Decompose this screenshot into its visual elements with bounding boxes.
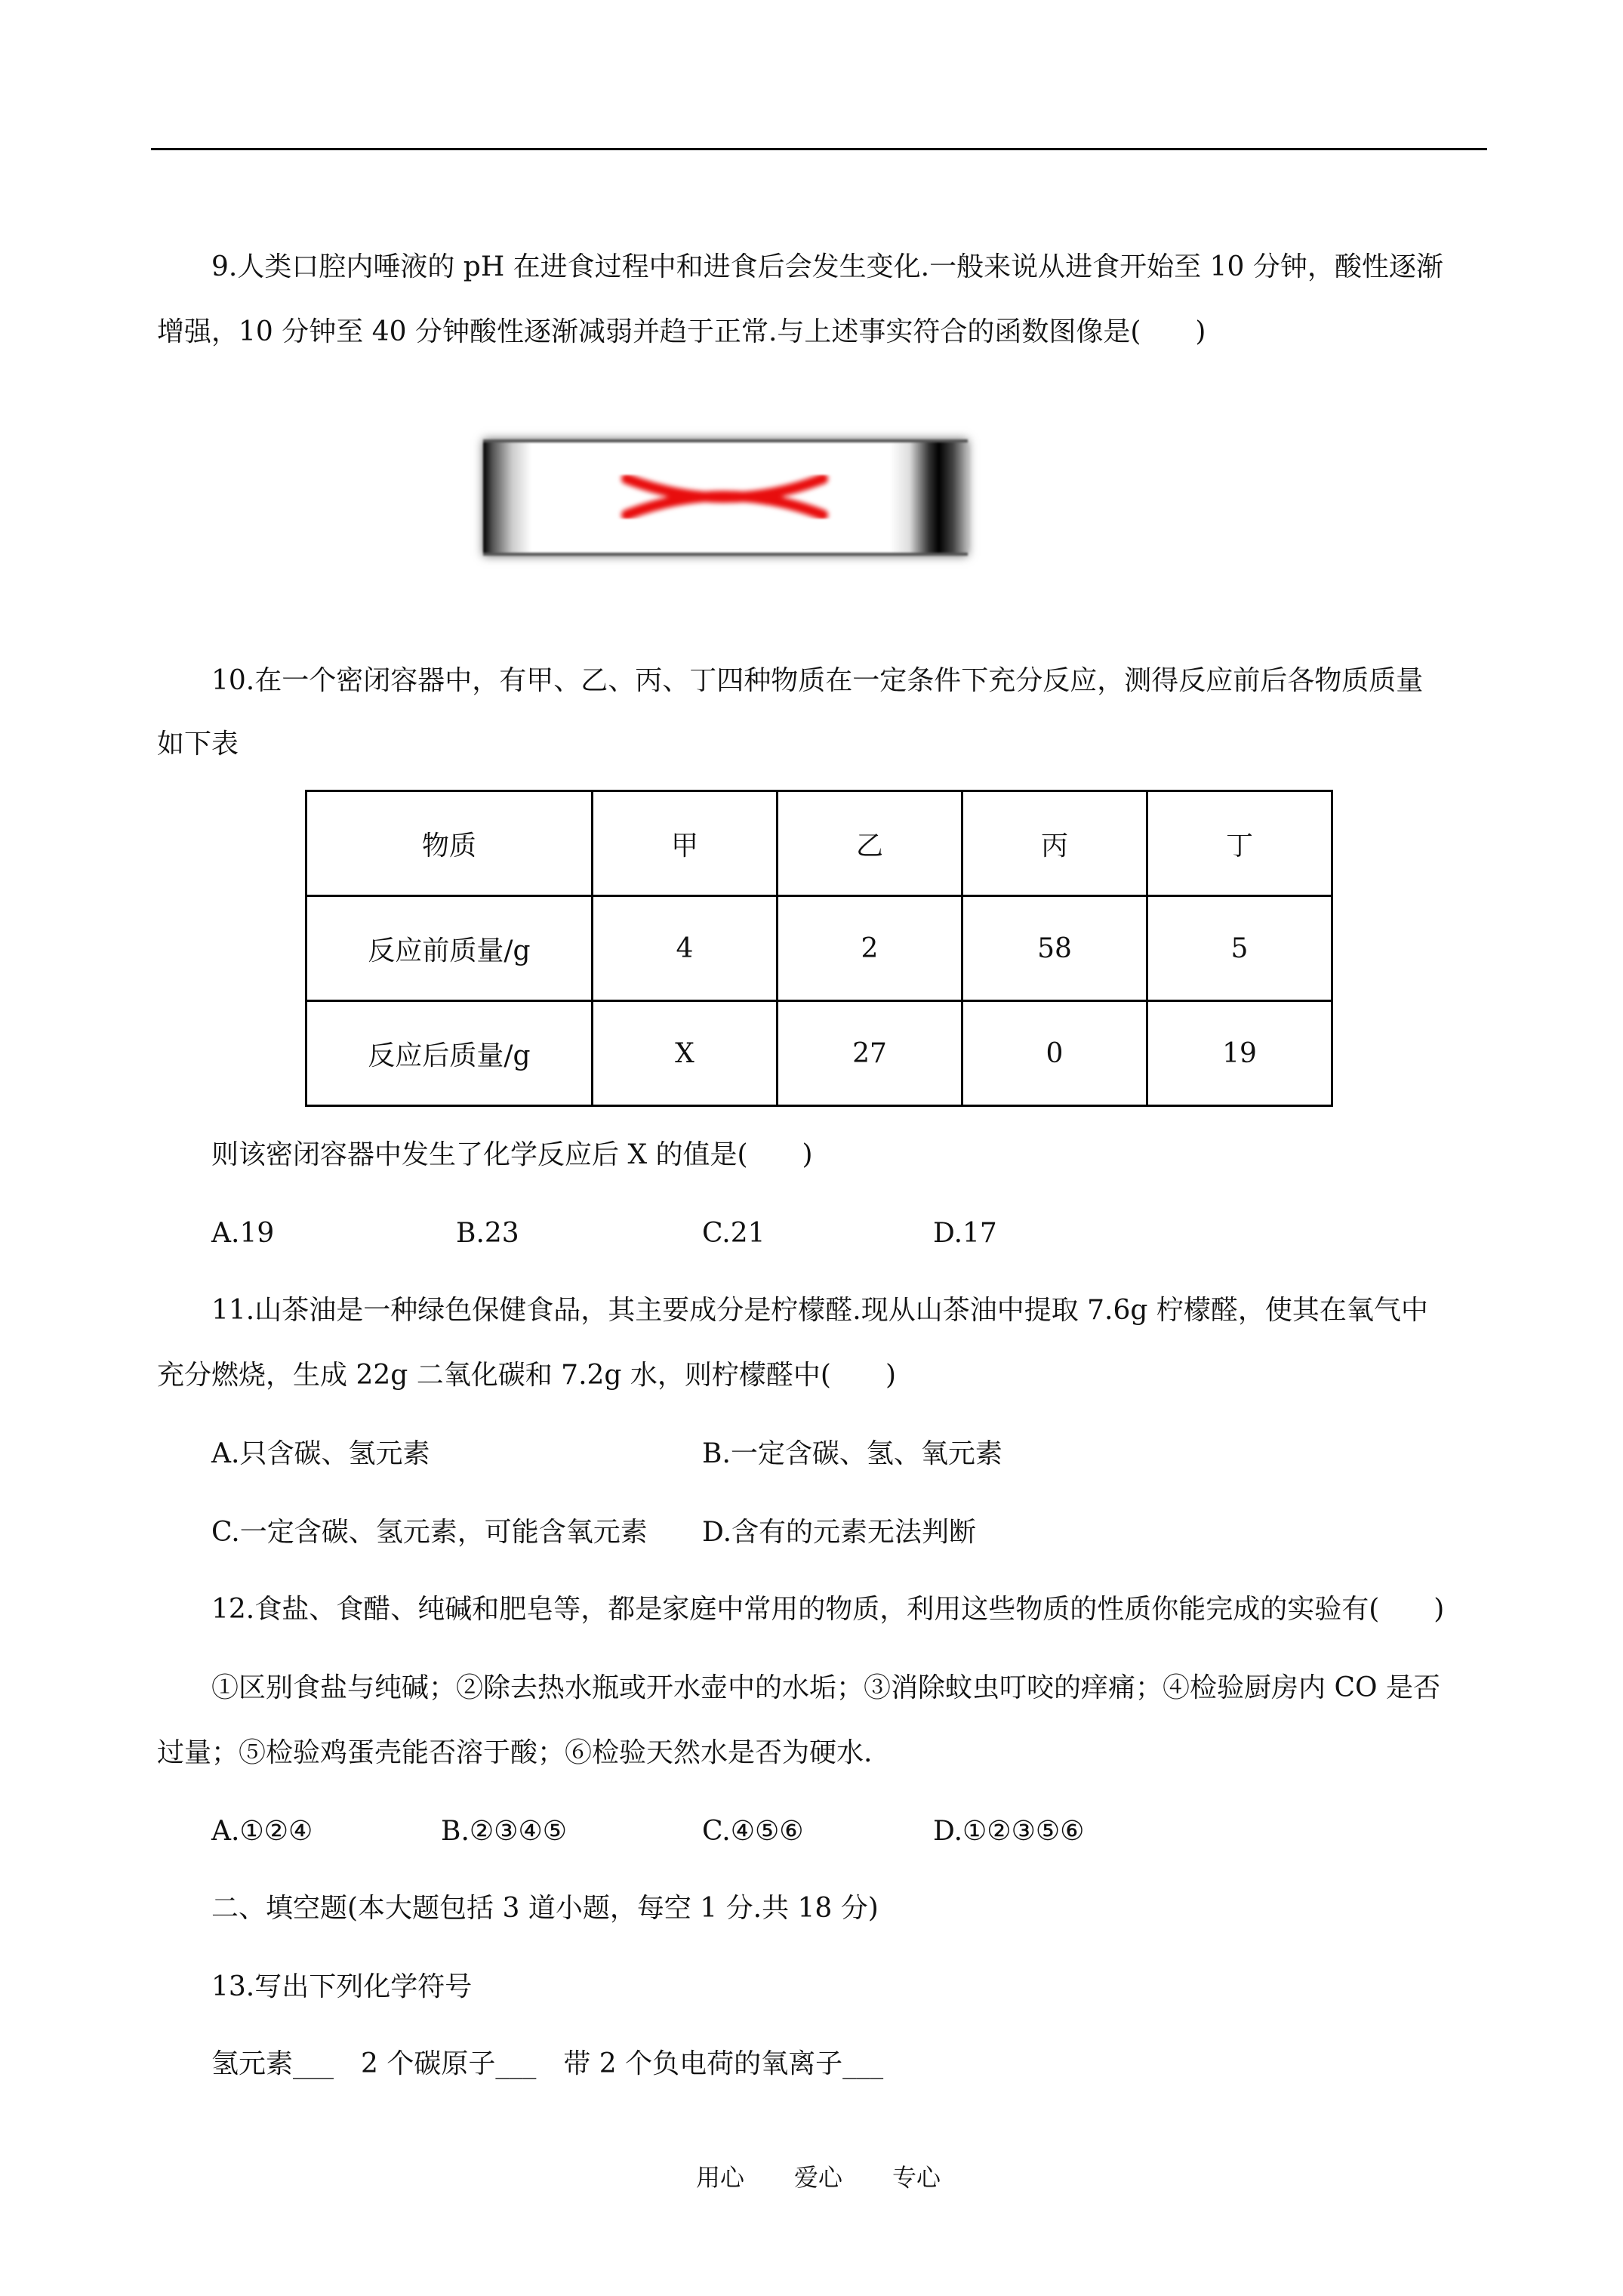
q11-option-a: A.只含碳、氢元素 (211, 1438, 430, 1469)
table-cell: 19 (1147, 1001, 1332, 1106)
q12-option-d: D.①②③⑤⑥ (933, 1816, 1085, 1847)
table-cell: 4 (593, 896, 778, 1001)
table-cell: 反应前质量/g (306, 896, 593, 1001)
table-cell: 甲 (593, 791, 778, 896)
q13-blanks: 氢元素___ 2 个碳原子___ 带 2 个负电荷的氧离子___ (211, 2048, 884, 2079)
q9-line-2: 增强，10 分钟至 40 分钟酸性逐渐减弱并趋于正常.与上述事实符合的函数图像是( ) (157, 316, 1206, 347)
table-cell: X (593, 1001, 778, 1106)
table-header-row (306, 791, 1332, 896)
q10-line-1: 10.在一个密闭容器中，有甲、乙、丙、丁四种物质在一定条件下充分反应，测得反应前后各物质质量 (211, 665, 1424, 696)
q10-line-2: 如下表 (157, 729, 239, 760)
q10-option-b: B.23 (456, 1218, 519, 1249)
table-cell: 丁 (1147, 791, 1332, 896)
q12-line-1: 12.食盐、食醋、纯碱和肥皂等，都是家庭中常用的物质，利用这些物质的性质你能完成的实验有( ) (211, 1594, 1445, 1625)
footer-text-2: 爱心 (794, 2163, 843, 2192)
table-cell: 0 (962, 1001, 1147, 1106)
q13-title: 13.写出下列化学符号 (211, 1971, 473, 2002)
table-cell: 2 (778, 896, 962, 1001)
q10-option-a: A.19 (211, 1218, 275, 1249)
table-row (306, 896, 1332, 1001)
table-cell: 5 (1147, 896, 1332, 1001)
q11-line-1: 11.山茶油是一种绿色保健食品，其主要成分是柠檬醛.现从山茶油中提取 7.6g 柠檬醛，使其在氧气中 (211, 1295, 1428, 1326)
table-cell: 物质 (306, 791, 593, 896)
table-cell: 27 (778, 1001, 962, 1106)
q9-line-1: 9.人类口腔内唾液的 pH 在进食过程中和进食后会发生变化.一般来说从进食开始至 10 分钟，酸性逐渐 (211, 251, 1443, 282)
q10-option-c: C.21 (702, 1218, 765, 1249)
q12-line-3: 过量；⑤检验鸡蛋壳能否溶于酸；⑥检验天然水是否为硬水. (157, 1737, 873, 1768)
header-rule (151, 148, 1487, 150)
broken-image-icon (483, 439, 968, 556)
q11-option-d: D.含有的元素无法判断 (702, 1517, 977, 1548)
q12-option-a: A.①②④ (211, 1816, 313, 1847)
table-cell: 58 (962, 896, 1147, 1001)
q12-option-c: C.④⑤⑥ (702, 1816, 804, 1847)
q12-option-b: B.②③④⑤ (441, 1816, 567, 1847)
q12-line-2: ①区别食盐与纯碱；②除去热水瓶或开水壶中的水垢；③消除蚊虫叮咬的痒痛；④检验厨房内 CO 是否 (211, 1672, 1440, 1703)
table-cell: 丙 (962, 791, 1147, 896)
table-row (306, 1001, 1332, 1106)
red-cross-icon (611, 464, 838, 530)
footer-text-3: 专心 (892, 2163, 941, 2192)
mass-table (305, 790, 1333, 1107)
q11-line-2: 充分燃烧，生成 22g 二氧化碳和 7.2g 水，则柠檬醛中( ) (157, 1360, 897, 1391)
q11-option-b: B.一定含碳、氢、氧元素 (702, 1438, 1002, 1469)
q11-option-c: C.一定含碳、氢元素，可能含氧元素 (211, 1517, 648, 1548)
q10-question: 则该密闭容器中发生了化学反应后 X 的值是( ) (211, 1139, 813, 1170)
q10-option-d: D.17 (933, 1218, 997, 1249)
footer-text-1: 用心 (696, 2163, 745, 2192)
section-heading: 二、填空题(本大题包括 3 道小题，每空 1 分.共 18 分) (211, 1893, 879, 1924)
table-cell: 反应后质量/g (306, 1001, 593, 1106)
table-cell: 乙 (778, 791, 962, 896)
